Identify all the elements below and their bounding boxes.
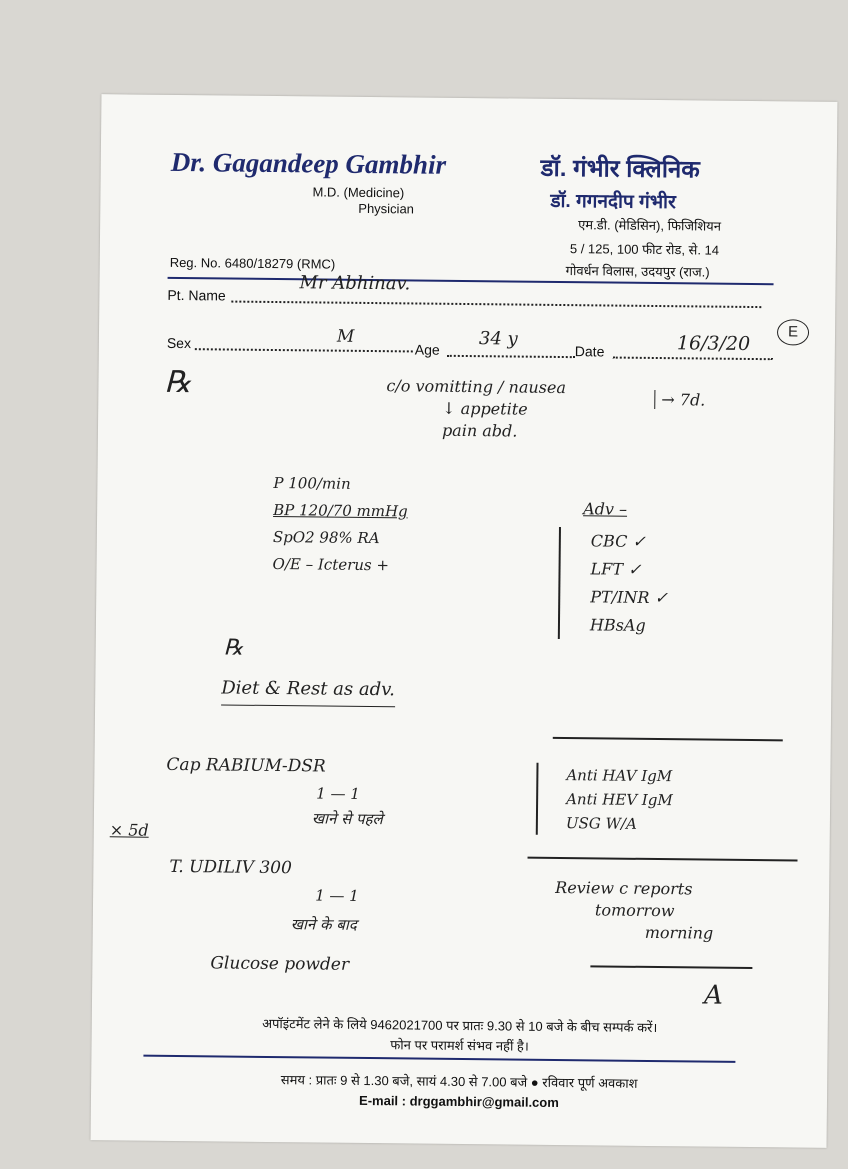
- review-underline: [590, 965, 752, 968]
- exam-pulse: P 100/min: [273, 473, 351, 493]
- complaint-duration: → 7d.: [654, 390, 705, 410]
- further-test-item: USG W/A: [565, 814, 637, 833]
- age-line: [447, 355, 575, 358]
- rx-symbol-2: ℞: [223, 635, 244, 661]
- clinic-email: E-mail : drggambhir@gmail.com: [359, 1092, 559, 1111]
- section-divider: [553, 737, 783, 741]
- further-test-item: Anti HEV IgM: [566, 790, 673, 810]
- exam-spo2: SpO2 98% RA: [272, 527, 380, 548]
- complaint-item: c/o vomitting / nausea: [386, 376, 567, 398]
- sex-value: M: [336, 326, 355, 347]
- examination-findings: [272, 470, 408, 579]
- address-line-2: गोवर्धन विलास, उदयपुर (राज.): [565, 263, 710, 280]
- review-note: [555, 877, 714, 945]
- section-divider: [528, 857, 798, 861]
- review-line: Review c reports: [555, 877, 693, 899]
- patient-name-line: [231, 301, 761, 309]
- review-line: tomorrow: [594, 900, 675, 921]
- medicine-3-name: Glucose powder: [210, 953, 350, 975]
- sex-line: [195, 348, 413, 352]
- advice-test-list: [558, 527, 669, 640]
- diet-advice: Diet & Rest as adv.: [221, 677, 395, 707]
- age-label: Age: [414, 341, 440, 358]
- advice-title: Adv –: [583, 499, 628, 519]
- clinic-timing: समय : प्रातः 9 से 1.30 बजे, सायं 4.30 से 7.00 बजे ● रविवार पूर्ण अवकाश: [280, 1072, 638, 1091]
- circled-mark: E: [777, 319, 809, 345]
- appointment-note: अपॉइंटमेंट लेने के लिये 9462021700 पर प्रातः 9.30 से 10 बजे के बीच सम्पर्क करें।: [262, 1015, 658, 1036]
- qualification-english: M.D. (Medicine): [312, 184, 405, 201]
- signature: A: [703, 980, 724, 1011]
- medicine-1-dose: 1 — 1: [316, 784, 360, 803]
- patient-name-value: Mr Abhinav.: [299, 272, 411, 295]
- review-line: morning: [644, 922, 714, 943]
- role-english: Physician: [358, 200, 415, 217]
- further-tests-list: [536, 763, 673, 836]
- advice-test-item: LFT ✓: [590, 559, 642, 579]
- complaint-item: ↓ appetite: [442, 398, 528, 419]
- advice-test-item: HBsAg: [589, 615, 646, 635]
- qualification-hindi: एम.डी. (मेडिसिन), फिजिशियन: [578, 217, 722, 234]
- medicine-2-name: T. UDILIV 300: [169, 856, 292, 879]
- date-line: [613, 357, 773, 361]
- complaints-list: [386, 375, 566, 443]
- further-test-item: Anti HAV IgM: [566, 766, 673, 786]
- rx-symbol: ℞: [164, 364, 192, 401]
- advice-test-item: CBC ✓: [590, 531, 646, 551]
- exam-bp: BP 120/70 mmHg: [273, 500, 408, 521]
- medicine-1-timing: खाने से पहले: [311, 809, 383, 829]
- patient-name-label: Pt. Name: [167, 286, 226, 304]
- phone-consult-note: फोन पर परामर्श संभव नहीं है।: [390, 1037, 529, 1054]
- doctor-name-english: Dr. Gagandeep Gambhir: [170, 146, 447, 180]
- age-value: 34 y: [478, 328, 518, 350]
- doctor-name-hindi: डॉ. गगनदीप गंभीर: [550, 190, 676, 214]
- prescription-paper: [91, 94, 838, 1148]
- date-value: 16/3/20: [676, 332, 751, 355]
- advice-test-item: PT/INR ✓: [590, 587, 669, 608]
- medicine-2-dose: 1 — 1: [315, 886, 359, 905]
- exam-oe: O/E – Icterus +: [272, 554, 390, 575]
- sex-label: Sex: [166, 334, 192, 352]
- medicine-2-timing: खाने के बाद: [290, 915, 357, 934]
- course-duration: × 5d: [109, 820, 149, 840]
- registration-number: Reg. No. 6480/18279 (RMC): [169, 254, 336, 272]
- date-label: Date: [574, 343, 605, 360]
- medicine-1-name: Cap RABIUM-DSR: [166, 754, 326, 777]
- address-line-1: 5 / 125, 100 फीट रोड, से. 14: [569, 241, 720, 258]
- complaint-item: pain abd.: [441, 420, 518, 441]
- clinic-name-hindi: डॉ. गंभीर क्लिनिक: [540, 154, 700, 184]
